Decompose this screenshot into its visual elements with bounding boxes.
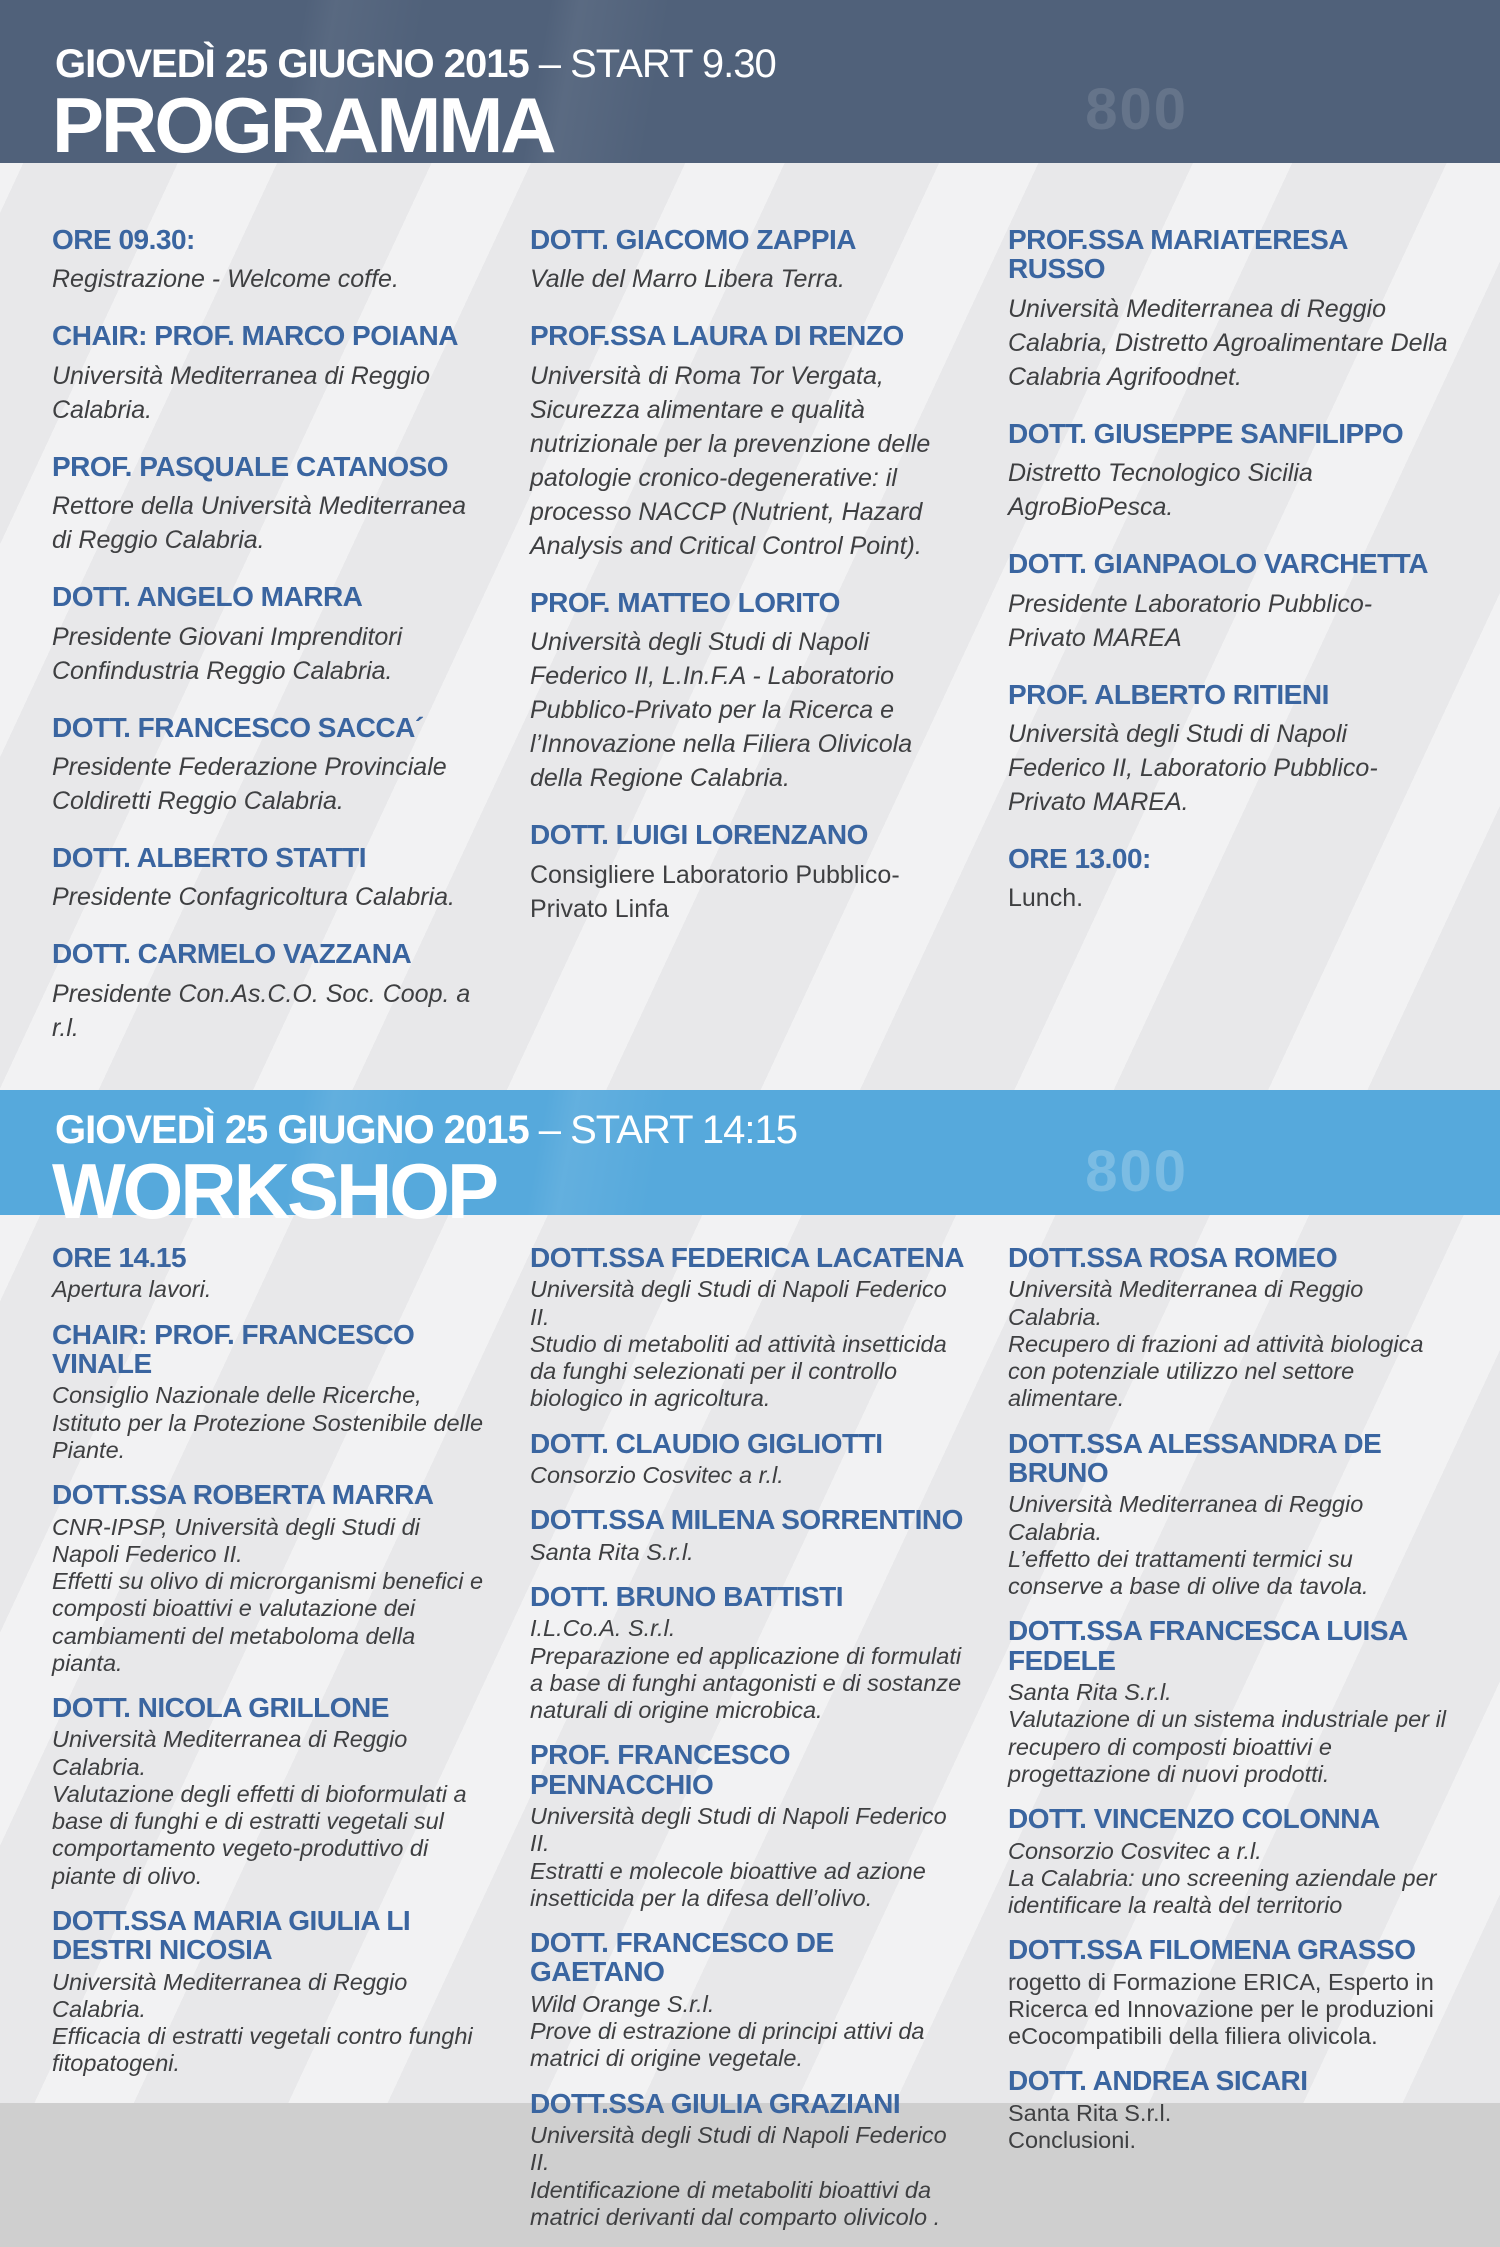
speaker-name: DOTT. VINCENZO COLONNA [1008, 1803, 1380, 1835]
speaker-name: PROF. FRANCESCO PENNACCHIO [530, 1739, 791, 1800]
program-column [1008, 1243, 1448, 2247]
program-entry [530, 1243, 970, 1413]
program-entry [1008, 1429, 1448, 1601]
speaker-name: CHAIR: PROF. FRANCESCO VINALE [52, 1318, 415, 1380]
entry-description: Conclusioni. [1008, 2127, 1137, 2154]
entry-description: Università degli Studi di Napoli Federico II, L.In.F.A - Laboratorio Pubblico-Privato per la Ricerca e l’Innovazione nella Filiera Olivicola della Regione Calabria. [530, 628, 913, 793]
programma-header-start-time: – START 9.30 [538, 42, 776, 86]
entry-description: Prove di estrazione di principi attivi da matrici di origine vegetale. [530, 2018, 925, 2072]
program-entry [530, 820, 970, 925]
program-entry [52, 713, 492, 818]
entry-description: Wild Orange S.r.l. [530, 1990, 715, 2017]
entry-description: Registrazione - Welcome coffe. [52, 265, 399, 294]
entry-description: Santa Rita S.r.l. [1008, 1679, 1172, 1706]
entry-description: Rettore della Università Mediterranea di Reggio Calabria. [52, 492, 467, 555]
program-entry [52, 843, 492, 914]
speaker-name: DOTT. ANDREA SICARI [1008, 2065, 1308, 2097]
entry-description: Valutazione degli effetti di bioformulati a base di funghi e di estratti vegetali sul comportamento vegeto-produttivo di piante di olivo. [52, 1780, 467, 1889]
speaker-name: DOTT. BRUNO BATTISTI [530, 1580, 844, 1612]
watermark-800: 800 [1085, 77, 1188, 142]
speaker-name: DOTT.SSA ROSA ROMEO [1008, 1242, 1338, 1273]
program-entry [52, 1693, 492, 1890]
speaker-name: DOTT.SSA GIULIA GRAZIANI [530, 2087, 901, 2119]
entry-description: Università degli Studi di Napoli Federico II. [530, 2122, 947, 2176]
speaker-name: DOTT. FRANCESCO SACCA´ [52, 711, 424, 743]
program-entry [530, 2089, 970, 2231]
entry-description: Distretto Tecnologico Sicilia AgroBioPesca. [1008, 459, 1313, 522]
programma-header-date [55, 0, 1500, 84]
speaker-name: CHAIR: PROF. MARCO POIANA [52, 320, 458, 352]
entry-description: Apertura lavori. [52, 1276, 212, 1303]
speaker-name: DOTT. NICOLA GRILLONE [52, 1692, 389, 1724]
entry-description: Valutazione di un sistema industriale per il recupero di composti bioattivi e progettazione di nuovi prodotti. [1008, 1706, 1447, 1787]
entry-description: Santa Rita S.r.l. [1008, 2099, 1172, 2126]
entry-description: Università Mediterranea di Reggio Calabria. [1008, 1276, 1364, 1330]
entry-description: Preparazione ed applicazione di formulati a base di funghi antagonisti e di sostanze naturali di origine microbica. [530, 1642, 962, 1724]
program-entry [52, 321, 492, 426]
speaker-name: DOTT.SSA FEDERICA LACATENA [530, 1242, 964, 1273]
entry-description: CNR-IPSP, Università degli Studi di Napoli Federico II. [52, 1513, 420, 1567]
time-heading: ORE 13.00: [1008, 842, 1151, 874]
program-entry [530, 1505, 970, 1566]
program-entry [52, 452, 492, 557]
section-title-programma: PROGRAMMA [52, 81, 554, 169]
speaker-name: DOTT.SSA FILOMENA GRASSO [1008, 1934, 1416, 1966]
entry-description: Università degli Studi di Napoli Federico II. [530, 1276, 947, 1330]
speaker-name: DOTT. FRANCESCO DE GAETANO [530, 1927, 834, 1988]
program-entry [1008, 549, 1448, 654]
entry-description: Università di Roma Tor Vergata, Sicurezza alimentare e qualità nutrizionale per la prevenzione delle patologie cronico-degenerative: il processo NACCP (Nutrient, Hazard Analysis and Critical Control Point). [530, 361, 931, 560]
workshop-header-date-main: GIOVEDÌ 25 GIUGNO 2015 [55, 1108, 529, 1152]
program-column [52, 225, 492, 1090]
program-entry [1008, 1243, 1448, 1413]
entry-description: Università degli Studi di Napoli Federico II. [530, 1803, 947, 1857]
entry-description: Lunch. [1008, 884, 1084, 913]
program-entry [530, 225, 970, 296]
entry-description: Consigliere Laboratorio Pubblico-Privato Linfa [530, 860, 900, 923]
program-entry [530, 588, 970, 795]
workshop-header-date [55, 1090, 1500, 1150]
entry-description: Valle del Marro Libera Terra. [530, 265, 845, 294]
program-column [530, 1243, 970, 2247]
entry-description: Università degli Studi di Napoli Federico II, Laboratorio Pubblico-Privato MAREA. [1008, 719, 1378, 816]
program-entry [52, 1906, 492, 2078]
entry-description: Consiglio Nazionale delle Ricerche, Istituto per la Protezione Sostenibile delle Piante. [52, 1382, 484, 1463]
entry-description: Consorzio Cosvitec a r.l. [530, 1462, 784, 1489]
entry-description: Università Mediterranea di Reggio Calabria. [52, 361, 430, 424]
speaker-name: DOTT. ALBERTO STATTI [52, 841, 367, 873]
programma-content [0, 163, 1500, 1090]
speaker-name: PROF.SSA LAURA DI RENZO [530, 320, 904, 352]
program-entry [52, 1243, 492, 1304]
speaker-name: PROF. PASQUALE CATANOSO [52, 450, 449, 482]
entry-description: Università Mediterranea di Reggio Calabria. [52, 1726, 408, 1780]
entry-description: Presidente Giovani Imprenditori Confindustria Reggio Calabria. [52, 622, 403, 685]
entry-description: Studio di metaboliti ad attività insetticida da funghi selezionati per il controllo biologico in agricoltura. [530, 1330, 947, 1412]
programma-header-band [0, 0, 1500, 169]
speaker-name: DOTT. ANGELO MARRA [52, 581, 363, 613]
programma-header-date-main: GIOVEDÌ 25 GIUGNO 2015 [55, 42, 529, 86]
speaker-name: DOTT. GIANPAOLO VARCHETTA [1008, 548, 1428, 580]
entry-description: Estratti e molecole bioattive ad azione insetticida per la difesa dell’olivo. [530, 1857, 926, 1911]
workshop-header-start-time: – START 14:15 [538, 1108, 798, 1152]
program-entry [530, 1928, 970, 2073]
speaker-name: DOTT. CLAUDIO GIGLIOTTI [530, 1427, 883, 1459]
entry-description: Consorzio Cosvitec a r.l. [1008, 1837, 1262, 1864]
program-entry [530, 321, 970, 562]
speaker-name: DOTT. LUIGI LORENZANO [530, 819, 868, 851]
entry-description: Presidente Con.As.C.O. Soc. Coop. a r.l. [52, 979, 471, 1042]
program-entry [52, 225, 492, 296]
program-entry [530, 1429, 970, 1490]
program-column [530, 225, 970, 1090]
entry-description: La Calabria: uno screening aziendale per identificare la realtà del territorio [1008, 1864, 1437, 1919]
entry-description: L’effetto dei trattamenti termici su conserve a base di olive da tavola. [1008, 1545, 1369, 1600]
entry-description: Santa Rita S.r.l. [530, 1538, 694, 1565]
workshop-content [0, 1215, 1500, 2230]
program-column [52, 1243, 492, 2247]
program-entry [52, 1480, 492, 1677]
program-column [1008, 225, 1448, 1090]
entry-description: Università Mediterranea di Reggio Calabria. [1008, 1491, 1364, 1545]
watermark-800: 800 [1085, 1139, 1188, 1204]
program-entry [1008, 680, 1448, 819]
speaker-name: DOTT. GIUSEPPE SANFILIPPO [1008, 417, 1404, 449]
entry-description: Presidente Federazione Provinciale Coldiretti Reggio Calabria. [52, 752, 447, 815]
entry-description: Effetti su olivo di microrganismi benefici e composti bioattivi e valutazione dei cambiamenti del metaboloma della pianta. [52, 1568, 484, 1676]
entry-description: Università Mediterranea di Reggio Calabria, Distretto Agroalimentare Della Calabria Agrifoodnet. [1008, 294, 1448, 391]
program-entry [52, 582, 492, 687]
entry-description: I.L.Co.A. S.r.l. [530, 1615, 676, 1642]
program-entry [52, 1320, 492, 1465]
speaker-name: DOTT. GIACOMO ZAPPIA [530, 224, 856, 255]
program-entry [1008, 1616, 1448, 1788]
section-title-workshop: WORKSHOP [52, 1147, 496, 1235]
entry-description: Identificazione di metaboliti bioattivi da matrici derivanti dal comparto olivicolo . [530, 2176, 941, 2230]
program-entry [530, 1740, 970, 1912]
program-entry [1008, 844, 1448, 915]
program-entry [1008, 225, 1448, 394]
program-entry [530, 1582, 970, 1724]
program-entry [1008, 2066, 1448, 2154]
speaker-name: DOTT. CARMELO VAZZANA [52, 938, 412, 970]
speaker-name: DOTT.SSA FRANCESCA LUISA FEDELE [1008, 1615, 1407, 1676]
speaker-name: PROF. MATTEO LORITO [530, 586, 840, 618]
speaker-name: DOTT.SSA MARIA GIULIA LI DESTRI NICOSIA [52, 1904, 411, 1966]
entry-description: rogetto di Formazione ERICA, Esperto in Ricerca ed Innovazione per le produzioni eCocompatibili della filiera olivicola. [1008, 1968, 1434, 2050]
entry-description: Presidente Laboratorio Pubblico-Privato MAREA [1008, 589, 1373, 652]
program-entry [1008, 1804, 1448, 1919]
workshop-header-band [0, 1090, 1500, 1235]
program-entry [52, 939, 492, 1044]
speaker-name: DOTT.SSA ALESSANDRA DE BRUNO [1008, 1427, 1382, 1489]
speaker-name: DOTT.SSA ROBERTA MARRA [52, 1479, 434, 1511]
entry-description: Università Mediterranea di Reggio Calabria. [52, 1968, 408, 2022]
program-entry [1008, 419, 1448, 524]
speaker-name: PROF.SSA MARIATERESA RUSSO [1008, 224, 1347, 285]
entry-description: Efficacia di estratti vegetali contro funghi fitopatogeni. [52, 2023, 473, 2077]
entry-description: Recupero di frazioni ad attività biologica con potenziale utilizzo nel settore alimentare. [1008, 1330, 1424, 1412]
time-heading: ORE 09.30: [52, 224, 195, 255]
entry-description: Presidente Confagricoltura Calabria. [52, 883, 455, 912]
speaker-name: DOTT.SSA MILENA SORRENTINO [530, 1504, 963, 1536]
time-heading: ORE 14.15 [52, 1242, 187, 1273]
speaker-name: PROF. ALBERTO RITIENI [1008, 678, 1329, 710]
program-entry [1008, 1935, 1448, 2050]
